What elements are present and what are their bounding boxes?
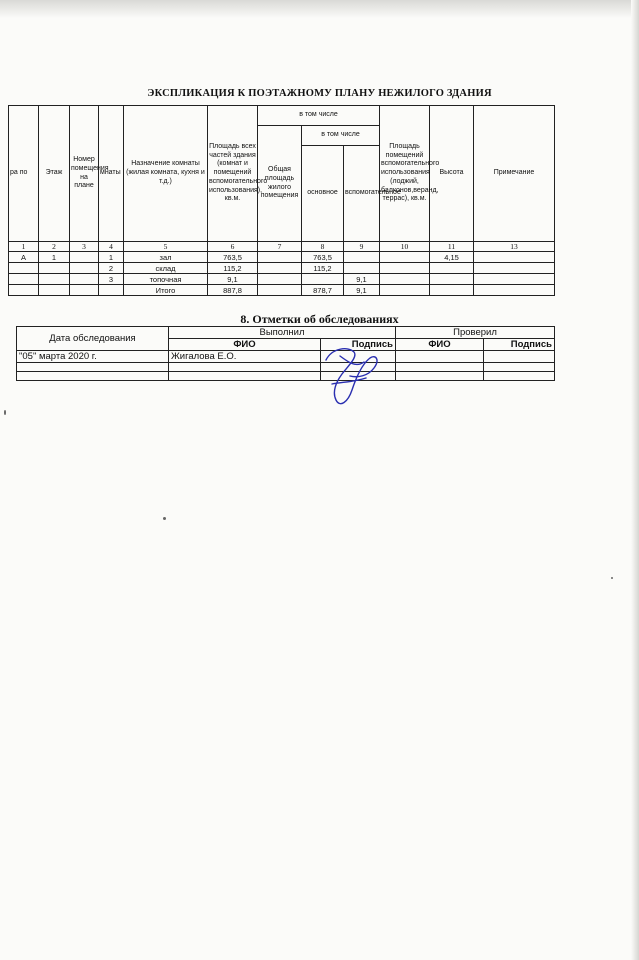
header-col4: мнаты xyxy=(99,106,124,242)
scan-edge xyxy=(631,0,639,960)
cell-area-total: 763,5 xyxy=(208,252,258,263)
header-col7: Общая площадь жилого помещения xyxy=(258,126,302,242)
cell-done-fio xyxy=(169,363,321,372)
table-row xyxy=(9,263,555,274)
cell-balc xyxy=(380,263,430,274)
cell-note xyxy=(474,263,555,274)
cell-checked-fio xyxy=(396,351,484,363)
cell-room: 1 xyxy=(99,252,124,263)
total-osn: 878,7 xyxy=(302,285,344,296)
cell-checked-fio xyxy=(396,372,484,381)
cell-lit: А xyxy=(9,252,39,263)
table-row xyxy=(9,252,555,263)
cell-floor: 1 xyxy=(39,252,70,263)
column-number: 3 xyxy=(70,242,99,252)
header-col2: Этаж xyxy=(39,106,70,242)
cell-date xyxy=(17,372,169,381)
cell-checked-fio xyxy=(396,363,484,372)
header-col11: Высота xyxy=(430,106,474,242)
column-number: 4 xyxy=(99,242,124,252)
header-group-vtom: в том числе xyxy=(258,106,380,126)
header-date: Дата обследования xyxy=(17,327,169,351)
cell-purpose: зал xyxy=(124,252,208,263)
inspection-table xyxy=(16,326,555,381)
cell-height xyxy=(430,263,474,274)
scan-speck xyxy=(4,410,6,415)
section-title: 8. Отметки об обследованиях xyxy=(240,312,399,326)
cell-osn: 115,2 xyxy=(302,263,344,274)
cell-area-living xyxy=(258,274,302,285)
cell-floor xyxy=(39,274,70,285)
header-col10: Площадь помещений вспомогательного использования (лоджий, балконов,веранд, террас), кв.м. xyxy=(380,106,430,242)
cell-purpose: топочная xyxy=(124,274,208,285)
cell-lit xyxy=(9,263,39,274)
table-row xyxy=(17,351,555,363)
header-group-vtom2: в том числе xyxy=(302,126,380,146)
header-checked-sign: Подпись xyxy=(484,339,555,351)
column-number: 6 xyxy=(208,242,258,252)
cell-vsp xyxy=(344,252,380,263)
table-row xyxy=(17,363,555,372)
header-col9: вспомогательное xyxy=(344,146,380,242)
cell-pom xyxy=(70,274,99,285)
cell-area-total: 9,1 xyxy=(208,274,258,285)
header-col1: ра по xyxy=(9,106,39,242)
cell-checked-sign xyxy=(484,363,555,372)
cell-height: 4,15 xyxy=(430,252,474,263)
scan-speck xyxy=(611,577,613,579)
cell-balc xyxy=(380,274,430,285)
cell-date: "05" марта 2020 г. xyxy=(17,351,169,363)
cell-balc xyxy=(380,252,430,263)
cell-date xyxy=(17,363,169,372)
header-done: Выполнил xyxy=(169,327,396,339)
scan-speck xyxy=(163,517,166,520)
header-col6: Площадь всех частей здания (комнат и помещений вспомогательного использования), кв.м. xyxy=(208,106,258,242)
column-number: 13 xyxy=(474,242,555,252)
explication-table xyxy=(8,105,555,296)
cell-vsp: 9,1 xyxy=(344,274,380,285)
column-number: 1 xyxy=(9,242,39,252)
cell-purpose: склад xyxy=(124,263,208,274)
cell-height xyxy=(430,274,474,285)
cell-checked-sign xyxy=(484,372,555,381)
column-number: 8 xyxy=(302,242,344,252)
column-number: 11 xyxy=(430,242,474,252)
handwritten-signature xyxy=(318,338,388,410)
cell-pom xyxy=(70,252,99,263)
table-row xyxy=(9,274,555,285)
column-number: 2 xyxy=(39,242,70,252)
cell-area-living xyxy=(258,263,302,274)
cell-area-total: 115,2 xyxy=(208,263,258,274)
header-col8: основное xyxy=(302,146,344,242)
header-checked: Проверил xyxy=(396,327,555,339)
cell-vsp xyxy=(344,263,380,274)
cell-lit xyxy=(9,274,39,285)
cell-note xyxy=(474,252,555,263)
cell-room: 2 xyxy=(99,263,124,274)
cell-pom xyxy=(70,263,99,274)
header-col3: Номер помещения на плане xyxy=(70,106,99,242)
total-vsp: 9,1 xyxy=(344,285,380,296)
total-label: Итого xyxy=(124,285,208,296)
cell-area-living xyxy=(258,252,302,263)
header-col12: Примечание xyxy=(474,106,555,242)
total-row xyxy=(9,285,555,296)
cell-osn: 763,5 xyxy=(302,252,344,263)
column-number: 5 xyxy=(124,242,208,252)
total-area-living xyxy=(258,285,302,296)
column-number: 9 xyxy=(344,242,380,252)
column-number: 7 xyxy=(258,242,302,252)
total-area-total: 887,8 xyxy=(208,285,258,296)
cell-done-fio xyxy=(169,372,321,381)
table-row xyxy=(17,372,555,381)
column-number: 10 xyxy=(380,242,430,252)
header-col5: Назначение комнаты (жилая комната, кухня и т.д.) xyxy=(124,106,208,242)
cell-floor xyxy=(39,263,70,274)
header-checked-fio: ФИО xyxy=(396,339,484,351)
scan-edge xyxy=(0,0,639,18)
cell-osn xyxy=(302,274,344,285)
header-done-fio: ФИО xyxy=(169,339,321,351)
cell-note xyxy=(474,274,555,285)
cell-done-fio: Жигалова Е.О. xyxy=(169,351,321,363)
cell-room: 3 xyxy=(99,274,124,285)
header-done-sign: Подпись xyxy=(321,339,396,351)
cell-checked-sign xyxy=(484,351,555,363)
document-title: ЭКСПЛИКАЦИЯ К ПОЭТАЖНОМУ ПЛАНУ НЕЖИЛОГО ЗДАНИЯ xyxy=(147,88,492,99)
